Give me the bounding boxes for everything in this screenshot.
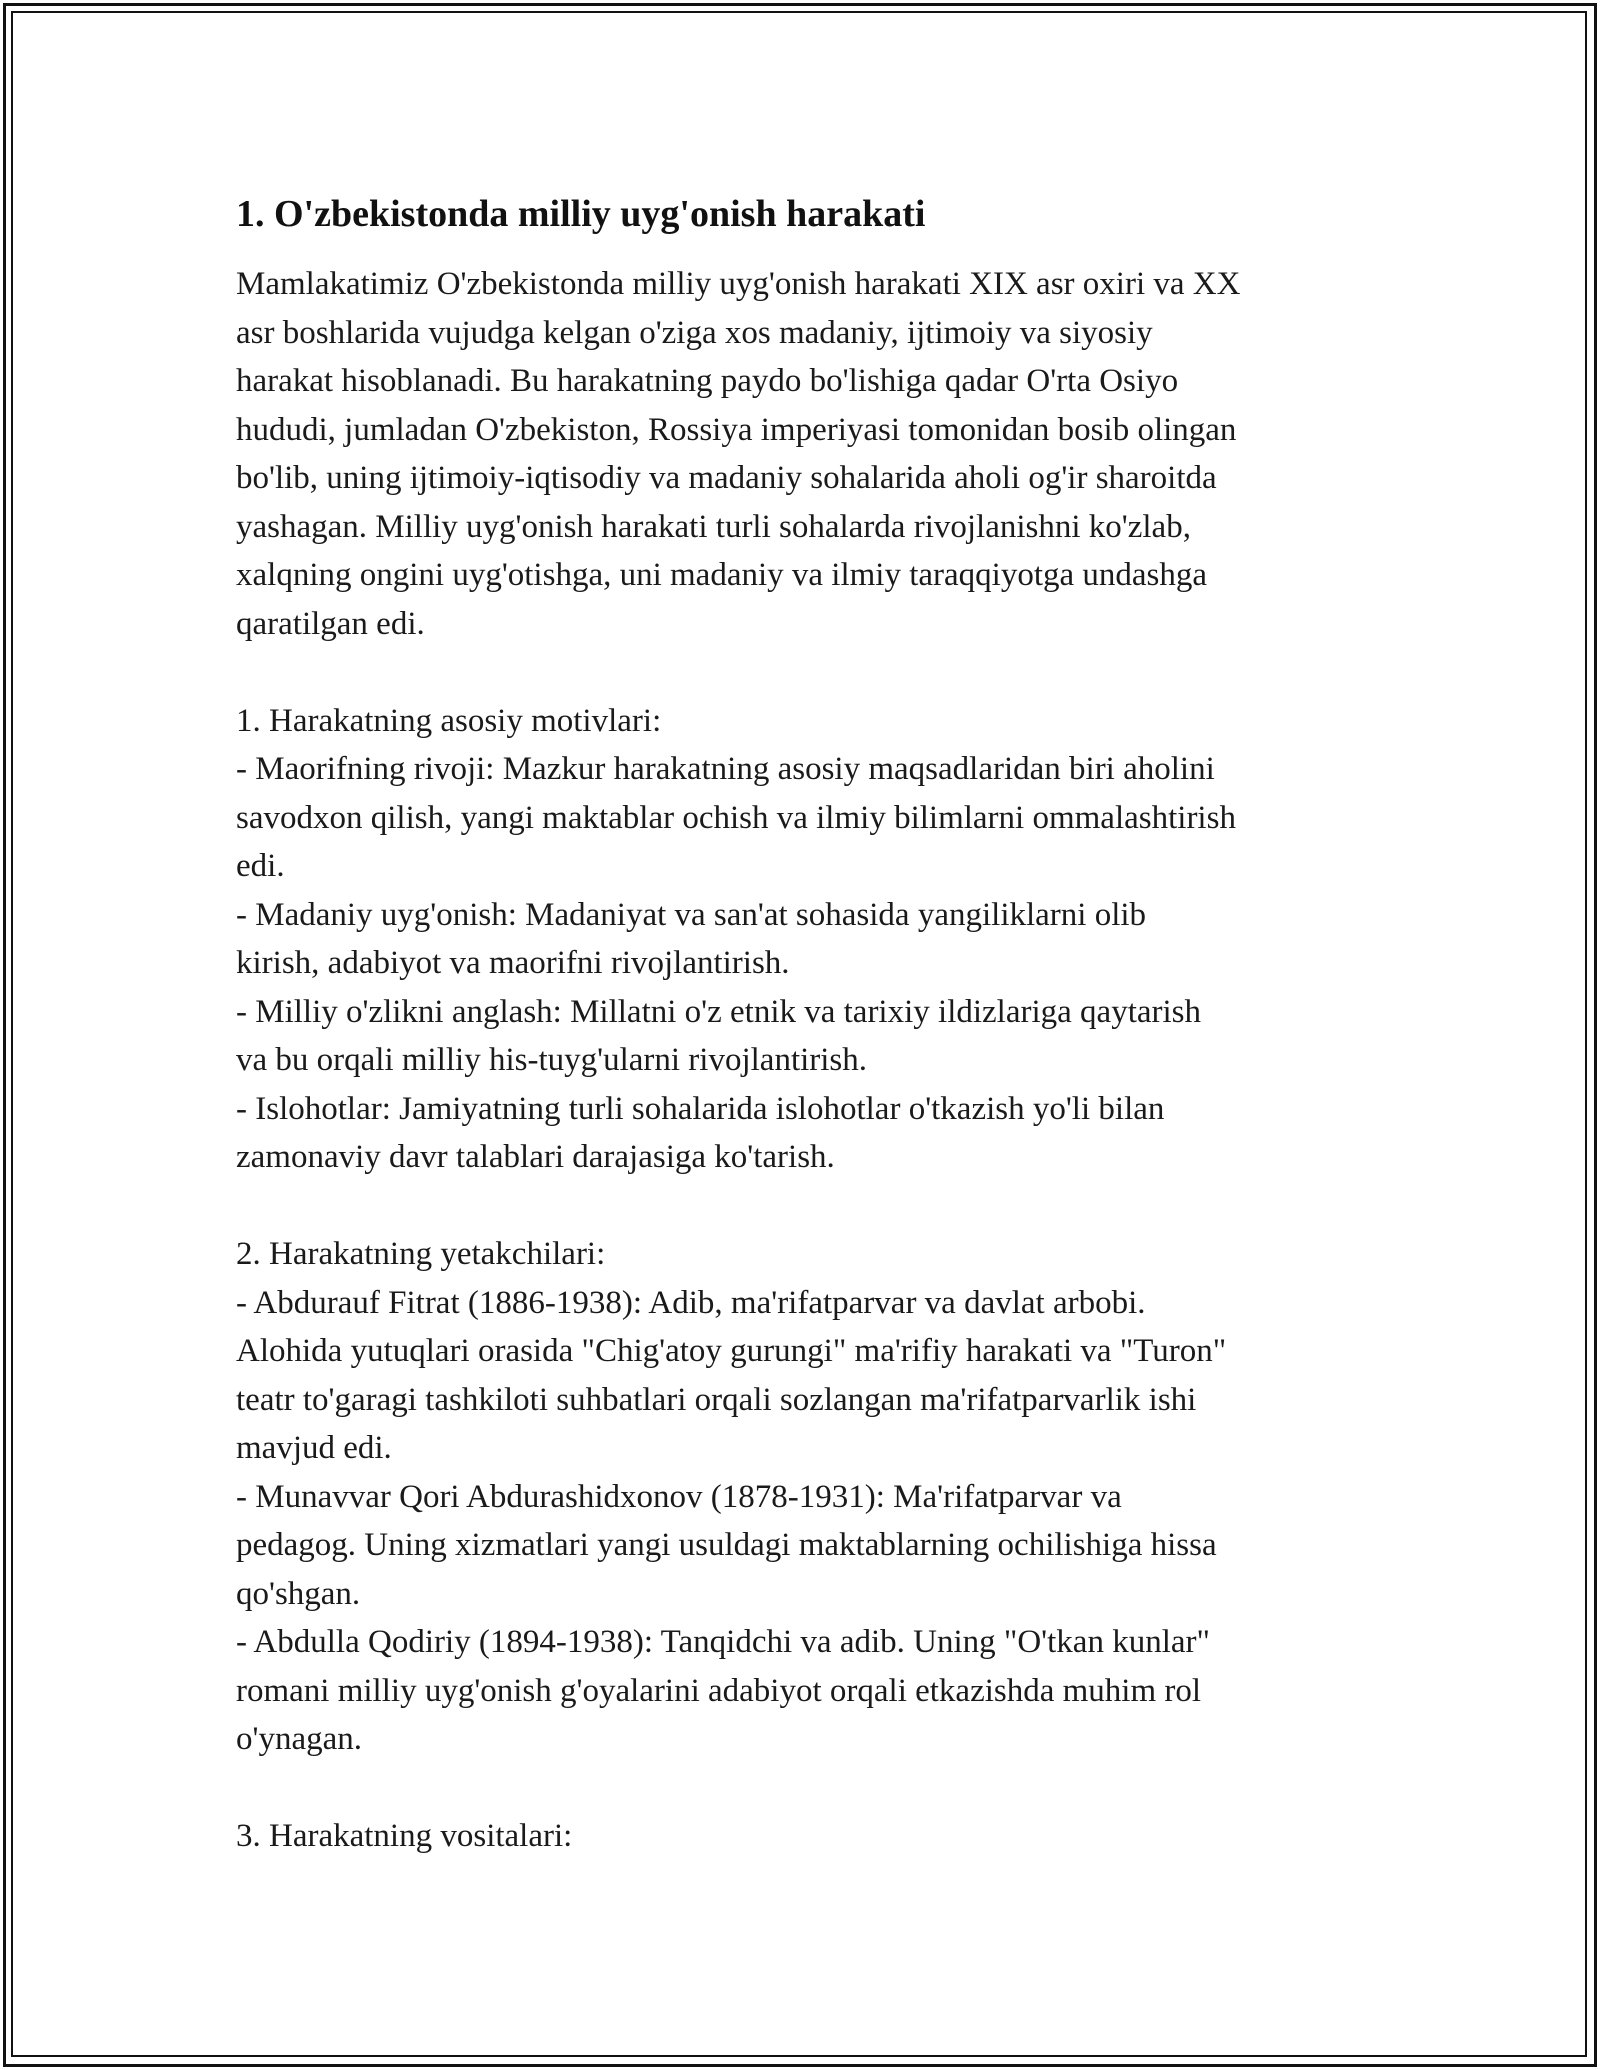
document-title: 1. O'zbekistonda milliy uyg'onish harakati (236, 193, 926, 235)
document-body: Mamlakatimiz O'zbekistonda milliy uyg'onish harakati XIX asr oxiri va XX asr boshlarida vujudga kelgan o'ziga xos madaniy, ijtimoiy va siyosiy harakat hisoblanadi. Bu harakatning paydo bo'lishiga qadar O'rta Osiyo hududi, jumladan O'zbekiston, Rossiya imperiyasi tomonidan bosib olingan bo'lib, uning ijtimoiy-iqtisodiy va madaniy sohalarida aholi og'ir sharoitda yashagan. Milliy uyg'onish harakati turli sohalarda rivojlanishni ko'zlab, xalqning ongini uyg'otishga, uni madaniy va ilmiy taraqqiyotga undashga qaratilgan edi. 1. Harakatning asosiy motivlari: - Maorifning rivoji: Mazkur harakatning asosiy maqsadlaridan biri aholini savodxon qilish, yangi maktablar ochish va ilmiy bilimlarni ommalashtirish edi. - Madaniy uyg'onish: Madaniyat va san'at sohasida yangiliklarni olib kirish, adabiyot va maorifni rivojlantirish. - Milliy o'zlikni anglash: Millatni o'z etnik va tarixiy ildizlariga qaytarish va bu orqali milliy his-tuyg'ularni rivojlantirish. - Islohotlar: Jamiyatning turli sohalarida islohotlar o'tkazish yo'li bilan zamonaviy davr talablari darajasiga ko'tarish. 2. Harakatning yetakchilari: - Abdurauf Fitrat (1886-1938): Adib, ma'rifatparvar va davlat arbobi. Alohida yutuqlari orasida "Chig'atoy gurungi" ma'rifiy harakati va "Turon" teatr to'garagi tashkiloti suhbatlari orqali sozlangan ma'rifatparvarlik ishi mavjud edi. - Munavvar Qori Abdurashidxonov (1878-1931): Ma'rifatparvar va pedagog. Uning xizmatlari yangi usuldagi maktablarning ochilishiga hissa qo'shgan. - Abdulla Qodiriy (1894-1938): Tanqidchi va adib. Uning "O'tkan kunlar" romani milliy uyg'onish g'oyalarini adabiyot orqali etkazishda muhim rol o'ynagan. 3. Harakatning vositalari: (236, 266, 1241, 1854)
document-content (236, 186, 1366, 1861)
